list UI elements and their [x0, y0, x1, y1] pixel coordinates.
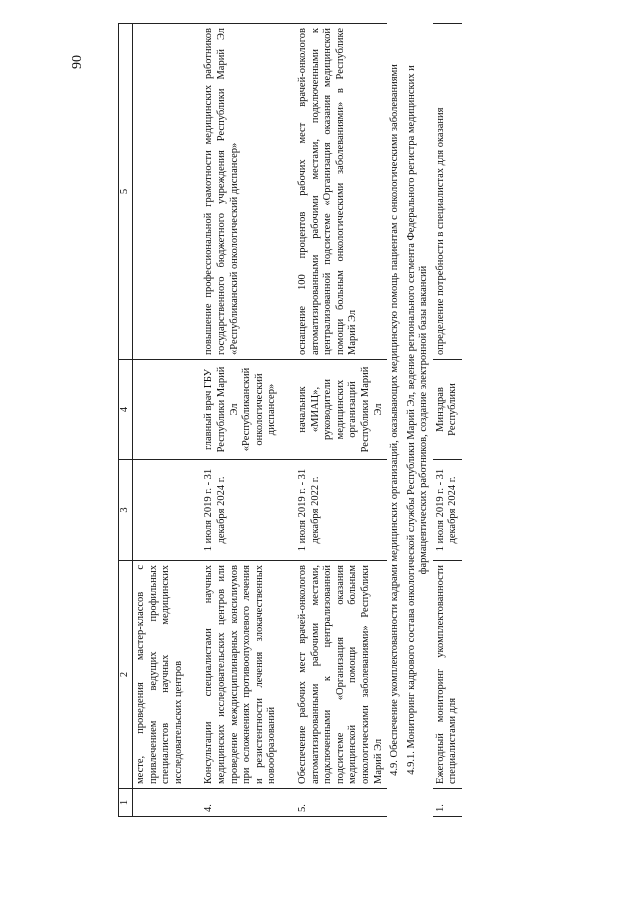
table-row — [433, 24, 462, 817]
column-header: 5 — [119, 24, 133, 360]
activity-cell: месте, проведения мастер-классов с привлечением ведущих профильных специалистов научных медицинских исследовательских центров — [133, 561, 188, 789]
table-row — [295, 24, 387, 817]
table-row — [201, 24, 281, 817]
subsection-title: 4.9.1. Мониторинг кадрового состава онкологической службы Республики Марий Эл, ведение регионального сегмента Федерального регистра медицинских и фармацевтических работников, создание электронной базы вакансий — [405, 65, 430, 775]
period-cell: 1 июля 2019 г. - 31 декабря 2022 г. — [295, 460, 387, 561]
period-cell: 1 июля 2019 г. - 31 декабря 2024 г. — [433, 460, 462, 561]
activity-cell: Консультации специалистами научных медицинских исследовательских центров или проведение междисциплинарных консилиумов при осложнениях противоопухолевого лечения и резистентности лечения злокачественных новообразований — [201, 561, 281, 789]
column-header: 3 — [119, 460, 133, 561]
result-cell: повышение профессиональной грамотности медицинских работников государственного бюджетного учреждения Республики Марий Эл «Республиканский онкологический диспансер» — [201, 24, 281, 360]
activity-cell: Ежегодный мониторинг укомплектованности специалистами для — [433, 561, 462, 789]
row-number: 5. — [295, 789, 387, 817]
result-cell: оснащение 100 процентов рабочих мест врачей-онкологов автоматизированными рабочими местами, подключенными к централизованной подсистеме «Организация оказания медицинской помощи больным онкологическими заболеваниями» в Республике Марий Эл — [295, 24, 387, 360]
row-number — [133, 789, 188, 817]
responsible-cell: Минздрав Республики — [433, 360, 462, 460]
section-title: 4.9. Обеспечение укомплектованности кадрами медицинских организаций, оказывающих медицинскую помощь пациентам с онкологическими заболеваниями — [389, 64, 401, 776]
responsible-cell: главный врач ГБУ Республики Марий Эл «Республиканский онкологический диспансер» — [201, 360, 281, 460]
row-number: 1. — [433, 789, 462, 817]
activity-cell: Обеспечение рабочих мест врачей-онкологов автоматизированными рабочими местами, подключенными к централизованной подсистеме «Организация оказания медицинской помощи больным онкологическими заболеваниями» Республики Марий Эл — [295, 561, 387, 789]
table-row — [133, 24, 188, 817]
responsible-cell: начальник «МИАЦ», руководители медицинских организаций Республики Марий Эл — [295, 360, 387, 460]
column-header: 4 — [119, 360, 133, 460]
page-number: 90 — [70, 55, 85, 69]
period-cell: 1 июля 2019 г. - 31 декабря 2024 г. — [201, 460, 281, 561]
period-cell — [133, 460, 188, 561]
column-header: 1 — [119, 789, 133, 817]
section-heading-row — [387, 24, 404, 817]
row-spacer — [281, 24, 295, 817]
subsection-heading-row — [404, 24, 433, 817]
column-header: 2 — [119, 561, 133, 789]
result-cell — [133, 24, 188, 360]
table-header-row — [119, 24, 133, 817]
result-cell: определение потребности в специалистах для оказания — [433, 24, 462, 360]
row-number: 4. — [201, 789, 281, 817]
responsible-cell — [133, 360, 188, 460]
row-spacer — [187, 24, 201, 817]
plan-table — [118, 23, 462, 817]
